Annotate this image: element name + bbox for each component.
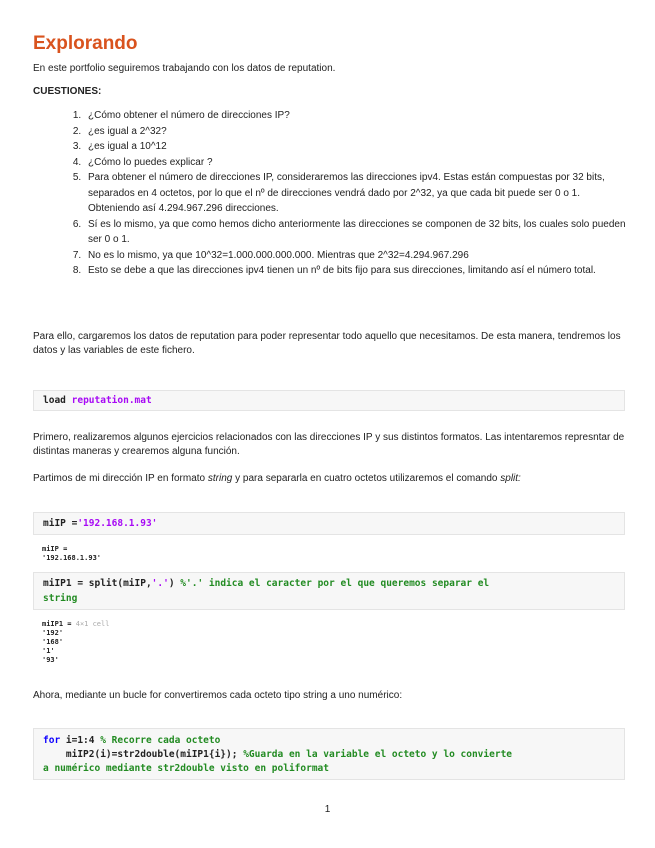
output-label: miIP1 =	[42, 620, 72, 628]
list-item: 7. No es lo mismo, ya que 10^32=1.000.000.000.000. Mientras que 2^32=4.294.967.296	[84, 248, 629, 264]
code-block-load	[33, 390, 625, 411]
text-span: Partimos de mi dirección IP en formato	[33, 473, 208, 484]
list-item: 6. Sí es lo mismo, ya que como hemos dicho anteriormente las direcciones se componen de 32 bits, los cuales solo pueden ser 0 o 1.	[84, 217, 629, 248]
list-item: 5. Para obtener el número de direcciones IP, consideraremos las direcciones ipv4. Estas están compuestas por 32 bits, separados en 4 octetos, por lo que el nº de direcciones vendrá dado por 2^32, ya que cada bit puede ser 0 o 1. Obteniendo así 4.294.967.296 direcciones.	[84, 170, 629, 217]
split-paragraph	[33, 472, 627, 486]
output-line: miIP =	[42, 545, 68, 553]
intro-paragraph: En este portfolio seguiremos trabajando con los datos de reputation.	[33, 63, 336, 74]
code-text: )	[168, 578, 181, 589]
page-title: Explorando	[33, 33, 138, 54]
output-miip	[42, 545, 101, 563]
list-item: 1. ¿Cómo obtener el número de direcciones IP?	[84, 108, 629, 124]
code-text: miIP =	[43, 518, 78, 529]
questions-heading: CUESTIONES:	[33, 86, 102, 97]
loop-paragraph: Ahora, mediante un bucle for convertiremos cada octeto tipo string a uno numérico:	[33, 690, 403, 701]
code-text: i=1:4	[60, 735, 101, 746]
load-paragraph: Para ello, cargaremos los datos de reputation para poder representar todo aquello que necesitamos. De esta manera, tendremos los datos y las variables de este fichero.	[33, 331, 621, 356]
code-comment: % Recorre cada octeto	[100, 735, 221, 746]
code-block-split	[33, 572, 625, 610]
code-string: reputation.mat	[71, 395, 152, 406]
code-block-loop	[33, 728, 625, 780]
output-dims: 4×1 cell	[75, 620, 110, 628]
code-string: '.'	[151, 578, 169, 589]
code-keyword: load	[43, 395, 66, 406]
exercises-paragraph: Primero, realizaremos algunos ejercicios relacionados con las direcciones IP y sus distintos formatos. Las intentaremos represntar de distintas maneras y crearemos alguna función.	[33, 432, 625, 457]
output-line: '1'	[42, 647, 55, 655]
output-line: '93'	[42, 656, 59, 664]
output-line: '192'	[42, 629, 64, 637]
code-comment: %'.' indica el caracter por el que queremos separar el	[180, 578, 490, 589]
list-item: 8. Esto se debe a que las direcciones ipv4 tienen un nº de bits fijo para sus direcciones, limitando así el número total.	[84, 263, 629, 279]
code-text: miIP2(i)=str2double(miIP1{i});	[43, 749, 244, 760]
code-comment: a numérico mediante str2double visto en poliformat	[43, 763, 329, 774]
code-comment: %Guarda en la variable el octeto y lo convierte	[243, 749, 513, 760]
code-text: miIP1 = split(miIP,	[43, 578, 152, 589]
list-item: 4. ¿Cómo lo puedes explicar ?	[84, 155, 629, 171]
emphasis-split: split:	[500, 473, 521, 484]
list-item: 3. ¿es igual a 10^12	[84, 139, 629, 155]
questions-list	[33, 108, 629, 279]
output-line: '192.168.1.93'	[42, 554, 102, 562]
code-string: '192.168.1.93'	[77, 518, 158, 529]
code-keyword: for	[43, 735, 61, 746]
code-comment: string	[43, 593, 78, 604]
text-span: y para separarla en cuatro octetos utilizaremos el comando	[232, 473, 501, 484]
list-item: 2. ¿es igual a 2^32?	[84, 124, 629, 140]
emphasis-string: string	[207, 473, 233, 484]
code-block-miip	[33, 512, 625, 535]
output-line: '168'	[42, 638, 64, 646]
page-number: 1	[324, 804, 331, 815]
output-split	[42, 620, 109, 665]
